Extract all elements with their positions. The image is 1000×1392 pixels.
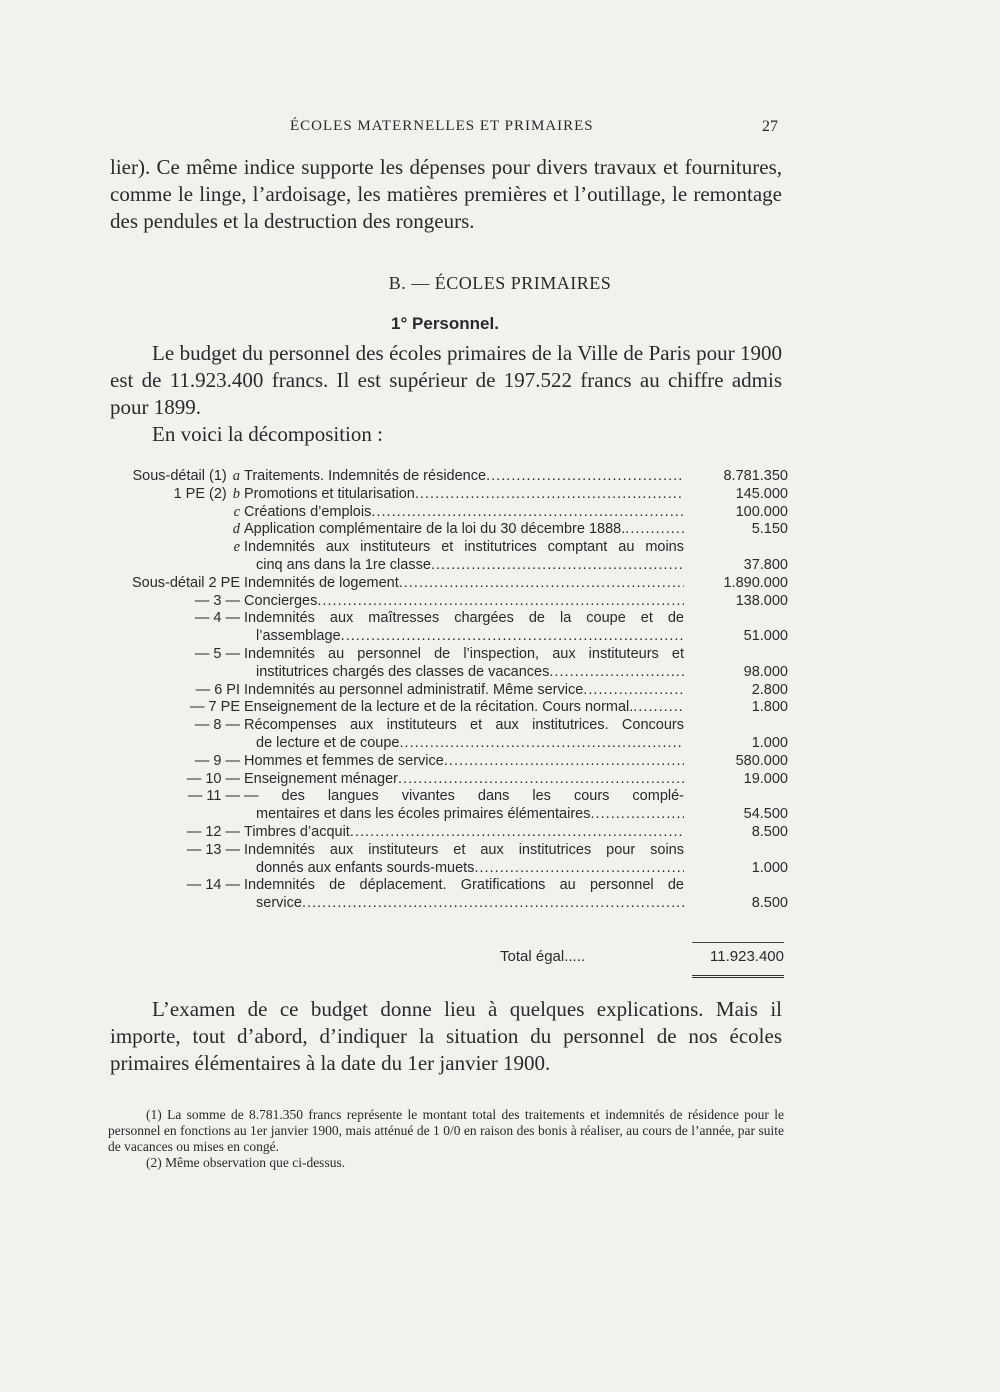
row-description: [244, 504, 684, 522]
total-amount: 11.923.400: [710, 948, 784, 965]
row-text: Indemnités de logement: [244, 574, 399, 591]
row-description: [244, 610, 684, 646]
row-amount: 1.000: [751, 734, 788, 751]
row-description: [244, 842, 684, 878]
row-amount: 1.000: [751, 859, 788, 876]
leader-dots: [302, 895, 684, 913]
table-row: [108, 504, 788, 522]
row-text: Indemnités aux instituteurs et aux institutrices pour soins: [244, 841, 684, 858]
row-description: [244, 753, 684, 771]
footnote-1: (1) La somme de 8.781.350 francs représente le montant total des traitements et indemnités de résidence pour le personnel en fonctions au 1er janvier 1900, mais atténué de 1 0/0 en raison des bonis à réaliser, au cours de l’année, par suite de vacances ou mises en congé.: [108, 1107, 784, 1154]
leader-dots: [341, 628, 684, 646]
row-label-text: — 5 —: [194, 645, 240, 662]
row-description: [244, 682, 684, 700]
row-label: [108, 771, 244, 789]
row-description: [244, 468, 684, 486]
row-text: Indemnités aux maîtresses chargées de la coupe et de: [244, 610, 684, 627]
row-text: Récompenses aux instituteurs et aux institutrices. Concours: [244, 717, 684, 734]
row-label: [108, 699, 244, 717]
table-row: [108, 877, 788, 913]
row-label-text: — 7 PE: [190, 699, 240, 716]
row-label-text: — 13 —: [186, 841, 240, 858]
row-amount: 54.500: [743, 806, 788, 823]
row-text: Promotions et titularisation: [244, 485, 415, 502]
row-description: [244, 771, 684, 789]
row-label: [108, 593, 244, 611]
leader-dots: [317, 593, 684, 611]
row-text: — des langues vivantes dans les cours complé-: [244, 788, 684, 805]
row-label: [108, 877, 244, 913]
row-text: Indemnités au personnel de l’inspection, aux instituteurs et: [244, 645, 684, 662]
row-label-text: — 4 —: [194, 610, 240, 627]
leader-dots: [398, 771, 684, 789]
row-amount: 2.800: [751, 681, 788, 698]
section-subtitle: 1° Personnel.: [391, 314, 499, 333]
closing-paragraph: L’examen de ce budget donne lieu à quelques explications. Mais il importe, tout d’abord, d’indiquer la situation du personnel de nos écoles primaires élémentaires à la date du 1er janvier 1900.: [110, 997, 782, 1075]
row-text: Enseignement de la lecture et de la récitation. Cours normal.: [244, 699, 634, 716]
row-description: [244, 646, 684, 682]
leader-dots: [474, 860, 684, 878]
leader-dots: [486, 468, 684, 486]
table-row: [108, 521, 788, 539]
row-description: [244, 717, 684, 753]
row-description: [244, 486, 684, 504]
row-amount: 145.000: [735, 485, 788, 502]
row-letter: a: [232, 468, 240, 484]
table-row: [108, 468, 788, 486]
row-description: [244, 539, 684, 575]
total-label: Total égal.....: [500, 948, 586, 965]
row-letter: c: [233, 503, 240, 520]
table-row: [108, 646, 788, 682]
row-label-text: — 12 —: [186, 823, 240, 840]
total-row: [500, 948, 784, 965]
total-double-rule: [692, 975, 784, 980]
footnotes: [108, 1107, 784, 1171]
row-description: [244, 877, 684, 913]
row-text: mentaires et dans les écoles primaires élémentaires: [256, 806, 591, 823]
budget-table: [108, 468, 788, 913]
row-text: Créations d’emplois: [244, 503, 372, 520]
leader-dots: [444, 753, 684, 771]
row-text: Enseignement ménager: [244, 770, 398, 787]
row-description: [244, 521, 684, 539]
table-row: [108, 699, 788, 717]
row-label: [108, 842, 244, 878]
row-label: [108, 717, 244, 753]
row-label: [108, 682, 244, 700]
row-description: [244, 699, 684, 717]
row-letter: e: [233, 539, 240, 556]
table-row: [108, 486, 788, 504]
table-row: [108, 842, 788, 878]
row-label-text: Sous-détail (1): [132, 468, 227, 484]
row-description: [244, 824, 684, 842]
row-label-text: — 11 —: [187, 788, 240, 805]
row-text: cinq ans dans la 1re classe: [256, 556, 431, 573]
row-label: [108, 486, 244, 504]
row-text: Indemnités au personnel administratif. Même service: [244, 681, 584, 698]
row-text: Hommes et femmes de service: [244, 752, 444, 769]
intro-lead: En voici la décomposition :: [152, 422, 383, 446]
row-amount: 51.000: [743, 628, 788, 645]
row-amount: 8.781.350: [723, 468, 788, 484]
row-text: Application complémentaire de la loi du 30 décembre 1888.: [244, 521, 626, 538]
row-text: donnés aux enfants sourds-muets: [256, 859, 475, 876]
row-text: Concierges: [244, 592, 318, 609]
row-amount: 8.500: [751, 823, 788, 840]
page-number: 27: [762, 118, 778, 135]
table-row: [108, 717, 788, 753]
row-label: [108, 521, 244, 539]
section-title: B. — ÉCOLES PRIMAIRES: [388, 273, 612, 293]
leader-dots: [400, 735, 685, 753]
footnote-2: (2) Même observation que ci-dessus.: [146, 1155, 346, 1170]
row-description: [244, 788, 684, 824]
row-label: [108, 610, 244, 646]
row-description: [244, 575, 684, 593]
row-label: [108, 824, 244, 842]
row-amount: 1.890.000: [723, 574, 788, 591]
intro-block: [110, 340, 782, 448]
row-text: Indemnités de déplacement. Gratifications au personnel de: [244, 877, 684, 894]
leader-dots: [350, 824, 684, 842]
row-description: [244, 593, 684, 611]
row-label-text: — 8 —: [194, 717, 240, 734]
leader-dots: [583, 682, 684, 700]
total-rule: [692, 942, 784, 943]
intro-paragraph: Le budget du personnel des écoles primaires de la Ville de Paris pour 1900 est de 11.923.400 francs. Il est supérieur de 197.522 francs au chiffre admis pour 1899.: [110, 341, 782, 419]
row-label-text: — 6 PI: [195, 681, 240, 698]
row-label-text: — 3 —: [194, 592, 240, 609]
row-label: [108, 646, 244, 682]
leader-dots: [431, 557, 684, 575]
running-title: ÉCOLES MATERNELLES ET PRIMAIRES: [290, 118, 594, 134]
table-row: [108, 593, 788, 611]
row-amount: 100.000: [735, 503, 788, 520]
row-label: [108, 788, 244, 824]
table-row: [108, 788, 788, 824]
leader-dots: [415, 486, 684, 504]
row-amount: 8.500: [751, 895, 788, 912]
row-text: service: [256, 895, 302, 912]
row-amount: 138.000: [735, 592, 788, 609]
leader-dots: [633, 699, 684, 717]
row-letter: d: [232, 521, 240, 538]
row-label-text: — 10 —: [186, 770, 240, 787]
table-row: [108, 575, 788, 593]
row-text: Traitements. Indemnités de résidence: [244, 468, 487, 484]
table-row: [108, 771, 788, 789]
leader-dots: [625, 521, 684, 539]
row-amount: 37.800: [743, 556, 788, 573]
leader-dots: [399, 575, 684, 593]
leader-dots: [549, 664, 684, 682]
row-amount: 580.000: [735, 752, 788, 769]
row-text: Indemnités aux instituteurs et institutrices comptant au moins: [244, 539, 684, 556]
row-label: [108, 504, 244, 522]
row-amount: 1.800: [751, 699, 788, 716]
leader-dots: [371, 504, 684, 522]
table-row: [108, 753, 788, 771]
table-row: [108, 539, 788, 575]
row-label: [108, 539, 244, 575]
row-amount: 19.000: [743, 770, 788, 787]
row-amount: 5.150: [751, 521, 788, 538]
table-row: [108, 682, 788, 700]
row-text: Timbres d’acquit: [244, 823, 350, 840]
row-label-text: — 9 —: [194, 752, 240, 769]
table-row: [108, 610, 788, 646]
row-text: l’assemblage: [256, 628, 341, 645]
row-text: institutrices chargés des classes de vacances: [256, 663, 550, 680]
row-letter: b: [232, 485, 240, 502]
opening-paragraph: lier). Ce même indice supporte les dépenses pour divers travaux et fournitures, comme le linge, l’ardoisage, les matières premières et l’outillage, le remontage des pendules et la destruction des rongeurs.: [110, 155, 782, 233]
leader-dots: [590, 806, 684, 824]
row-label-text: — 14 —: [186, 877, 240, 894]
row-label: [108, 575, 244, 593]
row-label-text: 1 PE (2): [173, 485, 227, 502]
table-row: [108, 824, 788, 842]
row-label: [108, 753, 244, 771]
row-label-text: Sous-détail 2 PE: [131, 574, 240, 591]
row-label: [108, 468, 244, 486]
row-amount: 98.000: [743, 663, 788, 680]
row-text: de lecture et de coupe: [256, 734, 400, 751]
